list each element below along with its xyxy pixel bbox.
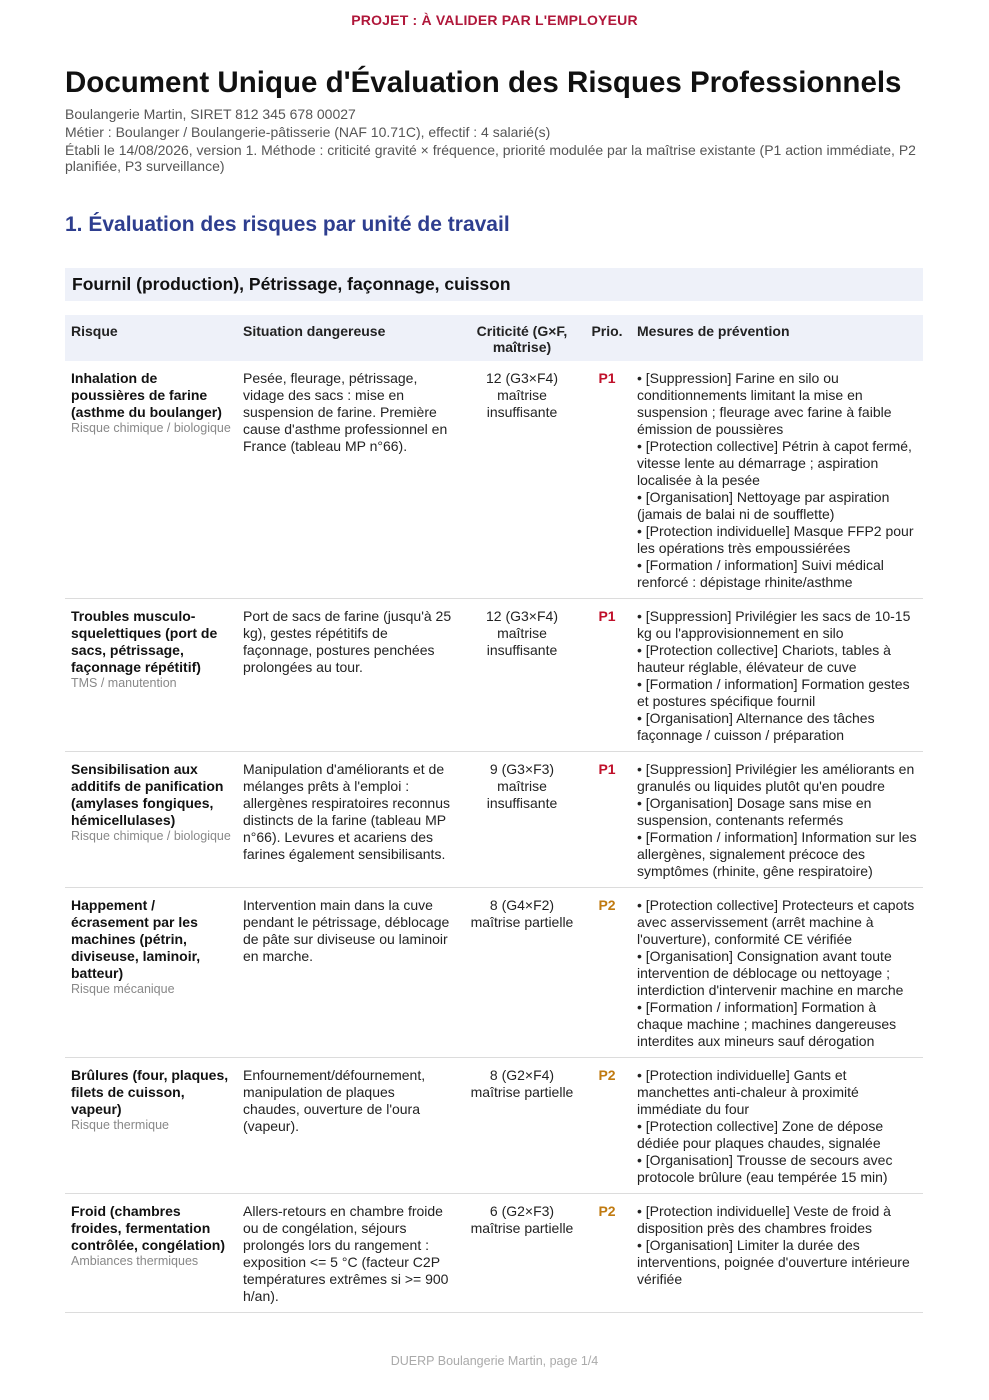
table-row: [65, 888, 923, 1058]
risk-title: Brûlures (four, plaques, filets de cuisson, vapeur): [71, 1067, 229, 1117]
measures-cell: [631, 888, 923, 1058]
trade-line: Métier : Boulanger / Boulangerie-pâtisserie (NAF 10.71C), effectif : 4 salarié(s): [65, 124, 551, 140]
priority-badge: P2: [583, 1058, 631, 1194]
prevention-measure: • [Protection collective] Protecteurs et capots avec asservissement (arrêt machine à l'ouverture), conformité CE vérifiée: [637, 897, 915, 947]
situation-cell: Allers-retours en chambre froide ou de congélation, séjours prolongés lors du rangement : exposition <= 5 °C (facteur C2P températures extrêmes si >= 900 h/an).: [237, 1194, 461, 1313]
prevention-measure: • [Suppression] Farine en silo ou conditionnements limitant la mise en suspension ; fleurage avec farine à faible émission de poussières: [637, 370, 892, 437]
measures-cell: [631, 752, 923, 888]
risk-title: Troubles musculo-squelettiques (port de sacs, pétrissage, façonnage répétitif): [71, 608, 218, 675]
priority-badge: P1: [583, 752, 631, 888]
situation-cell: Port de sacs de farine (jusqu'à 25 kg), gestes répétitifs de façonnage, postures penchées prolongées au tour.: [237, 599, 461, 752]
table-row: [65, 1058, 923, 1194]
prevention-measure: • [Protection individuelle] Veste de froid à disposition près des chambres froides: [637, 1203, 891, 1236]
risk-category: Risque thermique: [71, 1118, 169, 1132]
prevention-measure: • [Protection collective] Chariots, tables à hauteur réglable, élévateur de cuve: [637, 642, 891, 675]
risk-category: Risque chimique / biologique: [71, 421, 231, 435]
prevention-measure: • [Organisation] Alternance des tâches façonnage / cuisson / préparation: [637, 710, 875, 743]
header-risk: Risque: [65, 315, 237, 361]
priority-badge: P2: [583, 888, 631, 1058]
prevention-measure: • [Organisation] Trousse de secours avec protocole brûlure (eau tempérée 15 min): [637, 1152, 893, 1185]
risk-category: Risque mécanique: [71, 982, 175, 996]
risk-table: [65, 315, 923, 1313]
risk-cell: [65, 888, 237, 1058]
section-title: 1. Évaluation des risques par unité de travail: [65, 213, 510, 236]
page-footer: DUERP Boulangerie Martin, page 1/4: [390, 1354, 599, 1368]
company-line: Boulangerie Martin, SIRET 812 345 678 00027: [65, 106, 356, 122]
risk-table-header: [65, 315, 923, 361]
situation-cell: Intervention main dans la cuve pendant le pétrissage, déblocage de pâte sur diviseuse ou laminoir en marche.: [237, 888, 461, 1058]
table-row: [65, 1194, 923, 1313]
priority-badge: P1: [583, 361, 631, 599]
criticity-cell: 9 (G3×F3) maîtrise insuffisante: [461, 752, 583, 888]
measures-cell: [631, 1194, 923, 1313]
risk-title: Froid (chambres froides, fermentation contrôlée, congélation): [71, 1203, 226, 1253]
risk-title: Happement / écrasement par les machines (pétrin, diviseuse, laminoir, batteur): [71, 897, 201, 981]
work-unit-title: Fournil (production), Pétrissage, façonnage, cuisson: [65, 268, 923, 301]
prevention-measure: • [Suppression] Privilégier les améliorants en granulés ou liquides plutôt qu'en poudre: [637, 761, 915, 794]
situation-cell: Manipulation d'améliorants et de mélanges prêts à l'emploi : allergènes respiratoires reconnus distincts de la farine (tableau MP n°66). Levures et acariens des farines également sensibilisants.: [237, 752, 461, 888]
criticity-cell: 8 (G4×F2) maîtrise partielle: [461, 888, 583, 1058]
risk-category: TMS / manutention: [71, 676, 177, 690]
header-situation: Situation dangereuse: [237, 315, 461, 361]
risk-cell: [65, 361, 237, 599]
prevention-measure: • [Protection individuelle] Masque FFP2 pour les opérations très empoussiérées: [637, 523, 914, 556]
measures-cell: [631, 599, 923, 752]
prevention-measure: • [Suppression] Privilégier les sacs de 10-15 kg ou l'approvisionnement en silo: [637, 608, 911, 641]
document-title: Document Unique d'Évaluation des Risques Professionnels: [65, 66, 902, 99]
draft-banner: PROJET : À VALIDER PAR L'EMPLOYEUR: [351, 12, 638, 28]
prevention-measure: • [Formation / information] Formation à chaque machine ; machines dangereuses interdites aux mineurs sauf dérogation: [637, 999, 897, 1049]
priority-badge: P1: [583, 599, 631, 752]
header-priority: Prio.: [583, 315, 631, 361]
prevention-measure: • [Organisation] Consignation avant toute intervention de déblocage ou nettoyage ; interdiction d'intervenir machine en marche: [637, 948, 904, 998]
prevention-measure: • [Formation / information] Information sur les allergènes, signalement précoce des symptômes (rhinite, gêne respiratoire): [637, 829, 917, 879]
risk-category: Risque chimique / biologique: [71, 829, 231, 843]
prevention-measure: • [Protection individuelle] Gants et manchettes anti-chaleur à proximité immédiate du four: [637, 1067, 859, 1117]
prevention-measure: • [Organisation] Limiter la durée des interventions, poignée d'ouverture intérieure vérifiée: [637, 1237, 910, 1287]
prevention-measure: • [Protection collective] Zone de dépose dédiée pour plaques chaudes, signalée: [637, 1118, 884, 1151]
criticity-cell: 6 (G2×F3) maîtrise partielle: [461, 1194, 583, 1313]
table-row: [65, 361, 923, 599]
measures-cell: [631, 361, 923, 599]
risk-cell: [65, 1058, 237, 1194]
risk-cell: [65, 752, 237, 888]
header-criticity: Criticité (G×F, maîtrise): [461, 315, 583, 361]
prevention-measure: • [Protection collective] Pétrin à capot fermé, vitesse lente au démarrage ; aspiration localisée à la pesée: [637, 438, 912, 488]
risk-title: Inhalation de poussières de farine (asthme du boulanger): [71, 370, 222, 420]
document-meta: [65, 106, 923, 174]
prevention-measure: • [Formation / information] Formation gestes et postures spécifique fournil: [637, 676, 910, 709]
risk-cell: [65, 599, 237, 752]
measures-cell: [631, 1058, 923, 1194]
criticity-cell: 8 (G2×F4) maîtrise partielle: [461, 1058, 583, 1194]
risk-cell: [65, 1194, 237, 1313]
header-measures: Mesures de prévention: [631, 315, 923, 361]
risk-category: Ambiances thermiques: [71, 1254, 199, 1268]
prevention-measure: • [Organisation] Nettoyage par aspiration (jamais de balai ni de soufflette): [637, 489, 890, 522]
situation-cell: Pesée, fleurage, pétrissage, vidage des sacs : mise en suspension de farine. Première cause d'asthme professionnel en France (tableau MP n°66).: [237, 361, 461, 599]
situation-cell: Enfournement/défournement, manipulation de plaques chaudes, ouverture de l'oura (vapeur).: [237, 1058, 461, 1194]
document-page: [65, 64, 923, 1313]
risk-title: Sensibilisation aux additifs de panification (amylases fongiques, hémicellulases): [71, 761, 224, 828]
established-line: Établi le 14/08/2026, version 1. Méthode : criticité gravité × fréquence, priorité modulée par la maîtrise existante (P1 action immédiate, P2 planifiée, P3 surveillance): [65, 142, 916, 174]
priority-badge: P2: [583, 1194, 631, 1313]
prevention-measure: • [Organisation] Dosage sans mise en suspension, contenants refermés: [637, 795, 872, 828]
prevention-measure: • [Formation / information] Suivi médical renforcé : dépistage rhinite/asthme: [637, 557, 884, 590]
criticity-cell: 12 (G3×F4) maîtrise insuffisante: [461, 361, 583, 599]
criticity-cell: 12 (G3×F4) maîtrise insuffisante: [461, 599, 583, 752]
table-row: [65, 752, 923, 888]
table-row: [65, 599, 923, 752]
